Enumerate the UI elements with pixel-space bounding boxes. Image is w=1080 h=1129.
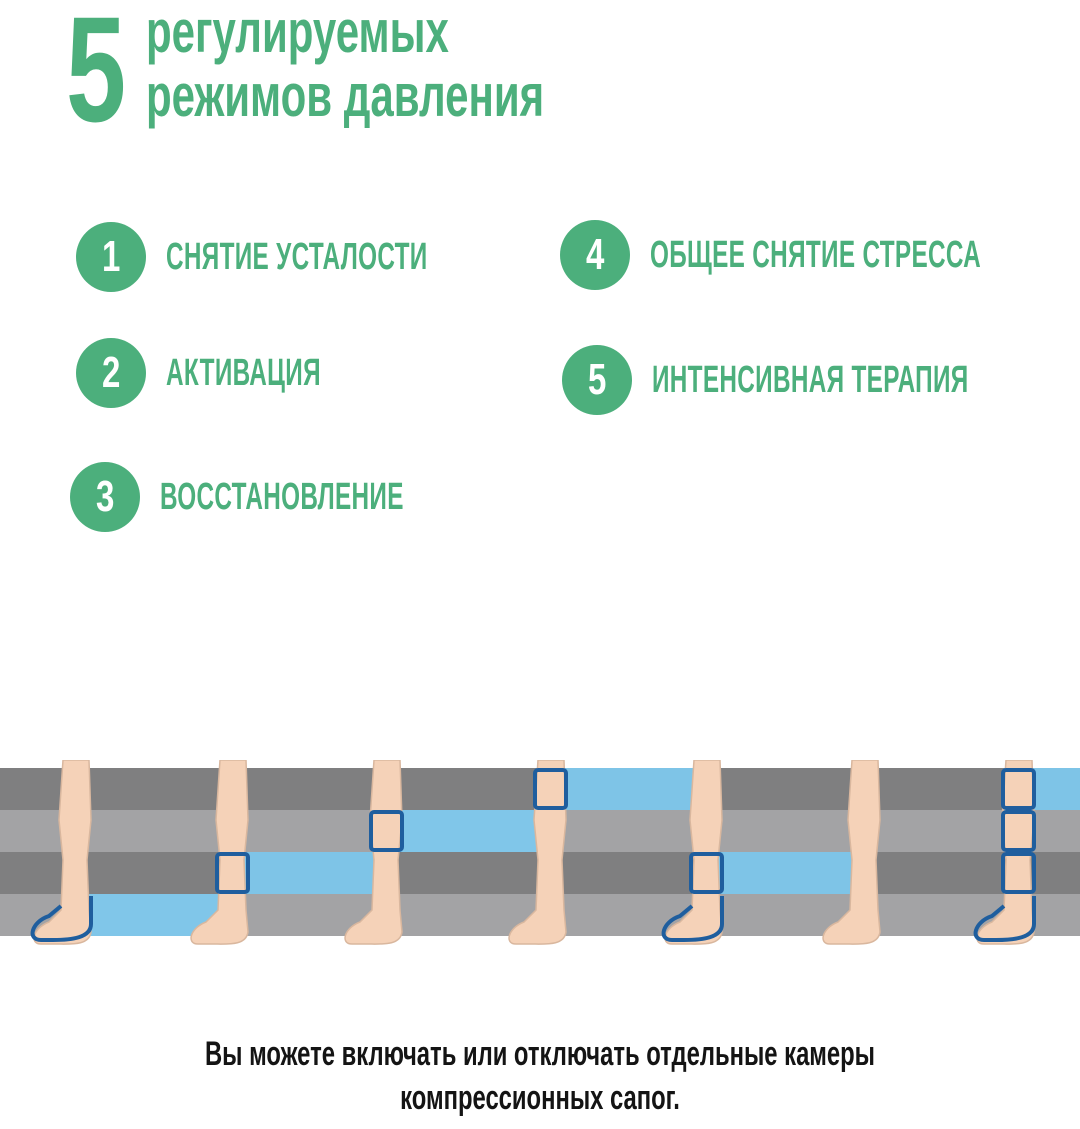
mode-label: ИНТЕНСИВНАЯ ТЕРАПИЯ (652, 358, 969, 401)
caption-line-2: компрессионных сапог. (400, 1079, 680, 1117)
title-line-2: режимов давления (146, 62, 545, 129)
mode-label: ОБЩЕЕ СНЯТИЕ СТРЕССА (650, 233, 982, 276)
title-number: 5 (66, 0, 124, 153)
mode-label: ВОССТАНОВЛЕНИЕ (160, 475, 404, 518)
active-chamber-highlight (242, 852, 376, 894)
mode-item-1 (76, 222, 575, 292)
active-chamber-highlight (560, 768, 696, 810)
active-chamber-highlight (396, 810, 540, 852)
mode-number-badge: 4 (560, 220, 630, 290)
mode-item-2 (76, 338, 408, 408)
caption-line-1: Вы можете включать или отключать отдельные камеры (204, 1035, 876, 1073)
mode-item-4 (560, 220, 1080, 290)
mode-label: АКТИВАЦИЯ (166, 351, 321, 394)
mode-number-badge: 1 (76, 222, 146, 292)
mode-item-5 (562, 345, 1080, 415)
mode-number-badge: 2 (76, 338, 146, 408)
mode-label: СНЯТИЕ УСТАЛОСТИ (166, 235, 428, 278)
mode-number-badge: 5 (562, 345, 632, 415)
title-line-1: регулируемых (146, 0, 449, 65)
caption (0, 1032, 1080, 1120)
active-chamber-highlight (716, 852, 854, 894)
mode-number-badge: 3 (70, 462, 140, 532)
compression-boots-illustration (0, 760, 1080, 960)
mode-item-3 (70, 462, 541, 532)
page-title (146, 0, 544, 128)
